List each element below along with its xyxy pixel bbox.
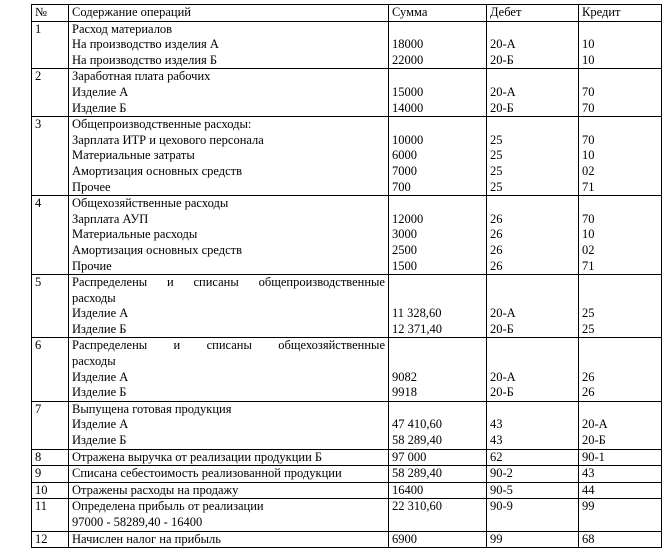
operation-description bbox=[69, 338, 389, 401]
sum-value: 3000 bbox=[392, 227, 417, 242]
row-number: 3 bbox=[32, 117, 69, 196]
operation-line: Отражены расходы на продажу bbox=[72, 482, 239, 497]
row-number: 6 bbox=[32, 338, 69, 401]
debit-account: 20-Б bbox=[490, 385, 514, 400]
sum-value: 22 310,60 bbox=[392, 499, 442, 514]
row-number: 2 bbox=[32, 69, 69, 117]
sum-value-cell bbox=[389, 338, 487, 401]
debit-account bbox=[490, 402, 575, 418]
operation-line: Прочие bbox=[72, 258, 112, 273]
operation-line: Общехозяйственные расходы bbox=[72, 196, 229, 211]
operation-line: Выпущена готовая продукция bbox=[72, 401, 232, 416]
table-row bbox=[32, 338, 662, 401]
debit-account: 25 bbox=[490, 132, 503, 147]
sum-value: 10000 bbox=[392, 132, 424, 147]
sum-value bbox=[392, 22, 483, 38]
operation-line: Зарплата ИТР и цехового персонала bbox=[72, 132, 264, 147]
debit-account: 25 bbox=[490, 179, 503, 194]
row-number: 5 bbox=[32, 275, 69, 338]
credit-account: 25 bbox=[582, 306, 595, 321]
credit-account: 90-1 bbox=[582, 449, 605, 464]
sum-value bbox=[392, 338, 483, 354]
credit-account-cell bbox=[579, 21, 662, 69]
credit-account bbox=[582, 275, 658, 291]
operation-line: Изделие А bbox=[72, 369, 129, 384]
credit-account: 68 bbox=[582, 531, 595, 546]
operation-line: Изделие Б bbox=[72, 321, 127, 336]
debit-account-cell bbox=[487, 499, 579, 531]
sum-value-cell bbox=[389, 531, 487, 548]
credit-account bbox=[582, 117, 658, 133]
debit-account: 43 bbox=[490, 417, 503, 432]
debit-account bbox=[490, 196, 575, 212]
credit-account: 26 bbox=[582, 369, 595, 384]
operation-line: Зарплата АУП bbox=[72, 211, 149, 226]
operation-line: Начислен налог на прибыль bbox=[72, 531, 221, 546]
table-row bbox=[32, 275, 662, 338]
operation-line: Амортизация основных средств bbox=[72, 163, 243, 178]
credit-account-cell bbox=[579, 482, 662, 499]
sum-value: 18000 bbox=[392, 37, 424, 52]
operation-description bbox=[69, 117, 389, 196]
debit-account-cell bbox=[487, 401, 579, 449]
credit-account: 70 bbox=[582, 211, 595, 226]
operation-line: Распределены и списаны общехозяйственные bbox=[72, 338, 385, 353]
credit-account bbox=[582, 354, 658, 370]
table-row bbox=[32, 449, 662, 466]
sum-value bbox=[392, 354, 483, 370]
table-body bbox=[32, 21, 662, 548]
row-number: 7 bbox=[32, 401, 69, 449]
operation-line: расходы bbox=[72, 354, 116, 369]
credit-account-cell bbox=[579, 401, 662, 449]
table-row bbox=[32, 196, 662, 275]
sum-value bbox=[392, 275, 483, 291]
row-number: 10 bbox=[32, 482, 69, 499]
debit-account: 20-А bbox=[490, 306, 516, 321]
debit-account: 26 bbox=[490, 227, 503, 242]
operation-description bbox=[69, 449, 389, 466]
operation-line: Материальные затраты bbox=[72, 148, 195, 163]
sum-value: 11 328,60 bbox=[392, 306, 442, 321]
sum-value: 6000 bbox=[392, 148, 417, 163]
header-row bbox=[32, 5, 662, 22]
operation-line: Списана себестоимость реализованной продукции bbox=[72, 466, 342, 481]
table-row bbox=[32, 69, 662, 117]
operation-line: Изделие А bbox=[72, 417, 129, 432]
operation-line: 97000 - 58289,40 - 16400 bbox=[72, 515, 203, 529]
operation-line: Изделие Б bbox=[72, 100, 127, 115]
debit-account: 20-А bbox=[490, 37, 516, 52]
debit-account: 20-Б bbox=[490, 52, 514, 67]
credit-account-cell bbox=[579, 466, 662, 483]
credit-account bbox=[582, 196, 658, 212]
header-credit: Кредит bbox=[579, 5, 662, 22]
operation-line: Изделие А bbox=[72, 306, 129, 321]
credit-account: 70 bbox=[582, 100, 595, 115]
debit-account: 90-5 bbox=[490, 482, 513, 497]
credit-account bbox=[582, 22, 658, 38]
sum-value: 6900 bbox=[392, 531, 417, 546]
sum-value: 9082 bbox=[392, 369, 417, 384]
table-row bbox=[32, 499, 662, 531]
debit-account: 20-Б bbox=[490, 321, 514, 336]
sum-value bbox=[392, 402, 483, 418]
debit-account-cell bbox=[487, 531, 579, 548]
header-sum: Сумма bbox=[389, 5, 487, 22]
debit-account: 26 bbox=[490, 242, 503, 257]
operation-description bbox=[69, 196, 389, 275]
credit-account bbox=[582, 338, 658, 354]
sum-value-cell bbox=[389, 499, 487, 531]
credit-account: 70 bbox=[582, 132, 595, 147]
debit-account bbox=[490, 117, 575, 133]
debit-account: 20-Б bbox=[490, 100, 514, 115]
operation-line: Изделие Б bbox=[72, 433, 127, 448]
operation-description bbox=[69, 69, 389, 117]
debit-account: 20-А bbox=[490, 369, 516, 384]
sum-value: 7000 bbox=[392, 163, 417, 178]
sum-value bbox=[392, 291, 483, 307]
debit-account bbox=[490, 338, 575, 354]
sum-value: 700 bbox=[392, 179, 411, 194]
table-row bbox=[32, 466, 662, 483]
credit-account: 10 bbox=[582, 52, 595, 67]
operation-description bbox=[69, 275, 389, 338]
credit-account: 02 bbox=[582, 163, 595, 178]
debit-account: 25 bbox=[490, 148, 503, 163]
debit-account bbox=[490, 291, 575, 307]
sum-value bbox=[392, 515, 483, 531]
debit-account-cell bbox=[487, 482, 579, 499]
debit-account-cell bbox=[487, 466, 579, 483]
debit-account-cell bbox=[487, 69, 579, 117]
credit-account: 99 bbox=[582, 499, 595, 514]
operation-description bbox=[69, 531, 389, 548]
debit-account: 26 bbox=[490, 211, 503, 226]
credit-account: 25 bbox=[582, 321, 595, 336]
operation-line: Общепроизводственные расходы: bbox=[72, 117, 252, 132]
debit-account: 25 bbox=[490, 163, 503, 178]
credit-account bbox=[582, 69, 658, 85]
credit-account: 26 bbox=[582, 385, 595, 400]
sum-value bbox=[392, 117, 483, 133]
credit-account bbox=[582, 515, 658, 531]
sum-value: 1500 bbox=[392, 258, 417, 273]
row-number: 11 bbox=[32, 499, 69, 531]
sum-value bbox=[392, 69, 483, 85]
sum-value-cell bbox=[389, 275, 487, 338]
row-number: 8 bbox=[32, 449, 69, 466]
operation-line: На производство изделия А bbox=[72, 37, 219, 52]
header-number: № bbox=[32, 5, 69, 22]
sum-value: 9918 bbox=[392, 385, 417, 400]
credit-account bbox=[582, 291, 658, 307]
header-description: Содержание операций bbox=[69, 5, 389, 22]
credit-account: 10 bbox=[582, 148, 595, 163]
debit-account: 62 bbox=[490, 449, 503, 464]
sum-value-cell bbox=[389, 69, 487, 117]
operations-table bbox=[31, 4, 662, 548]
credit-account: 71 bbox=[582, 258, 595, 273]
table-row bbox=[32, 482, 662, 499]
credit-account-cell bbox=[579, 499, 662, 531]
sum-value: 12000 bbox=[392, 211, 424, 226]
credit-account: 10 bbox=[582, 37, 595, 52]
debit-account: 26 bbox=[490, 258, 503, 273]
operation-line: Амортизация основных средств bbox=[72, 242, 243, 257]
debit-account-cell bbox=[487, 21, 579, 69]
credit-account: 44 bbox=[582, 482, 595, 497]
operation-description bbox=[69, 482, 389, 499]
operation-line: Определена прибыль от реализации bbox=[72, 499, 264, 514]
sum-value: 16400 bbox=[392, 482, 424, 497]
credit-account-cell bbox=[579, 196, 662, 275]
credit-account-cell bbox=[579, 69, 662, 117]
sum-value bbox=[392, 196, 483, 212]
operation-description bbox=[69, 466, 389, 483]
table-row bbox=[32, 531, 662, 548]
credit-account: 71 bbox=[582, 179, 595, 194]
operation-line: Отражена выручка от реализации продукции Б bbox=[72, 449, 323, 464]
operation-line: На производство изделия Б bbox=[72, 52, 218, 67]
header-debit: Дебет bbox=[487, 5, 579, 22]
sum-value: 12 371,40 bbox=[392, 321, 442, 336]
sum-value: 14000 bbox=[392, 100, 424, 115]
debit-account bbox=[490, 22, 575, 38]
debit-account-cell bbox=[487, 196, 579, 275]
operation-line: Изделие А bbox=[72, 84, 129, 99]
debit-account-cell bbox=[487, 275, 579, 338]
operation-line: Заработная плата рабочих bbox=[72, 69, 211, 84]
sum-value-cell bbox=[389, 466, 487, 483]
debit-account bbox=[490, 69, 575, 85]
operation-description bbox=[69, 21, 389, 69]
debit-account bbox=[490, 275, 575, 291]
operation-description bbox=[69, 401, 389, 449]
row-number: 9 bbox=[32, 466, 69, 483]
sum-value-cell bbox=[389, 401, 487, 449]
sum-value: 15000 bbox=[392, 84, 424, 99]
sum-value-cell bbox=[389, 117, 487, 196]
sum-value-cell bbox=[389, 21, 487, 69]
credit-account: 20-А bbox=[582, 417, 608, 432]
debit-account-cell bbox=[487, 338, 579, 401]
credit-account: 20-Б bbox=[582, 433, 606, 448]
operation-line: Материальные расходы bbox=[72, 227, 198, 242]
debit-account bbox=[490, 354, 575, 370]
sum-value-cell bbox=[389, 196, 487, 275]
debit-account: 90-9 bbox=[490, 499, 513, 514]
sum-value: 97 000 bbox=[392, 449, 427, 464]
table-row bbox=[32, 117, 662, 196]
debit-account: 20-А bbox=[490, 84, 516, 99]
credit-account-cell bbox=[579, 338, 662, 401]
debit-account: 43 bbox=[490, 433, 503, 448]
credit-account: 02 bbox=[582, 242, 595, 257]
credit-account-cell bbox=[579, 531, 662, 548]
debit-account: 99 bbox=[490, 531, 503, 546]
operation-description bbox=[69, 499, 389, 531]
sum-value-cell bbox=[389, 482, 487, 499]
credit-account-cell bbox=[579, 449, 662, 466]
credit-account bbox=[582, 402, 658, 418]
operation-line: Прочее bbox=[72, 179, 111, 194]
credit-account: 70 bbox=[582, 84, 595, 99]
sum-value: 22000 bbox=[392, 52, 424, 67]
debit-account-cell bbox=[487, 117, 579, 196]
sum-value: 47 410,60 bbox=[392, 417, 442, 432]
debit-account-cell bbox=[487, 449, 579, 466]
table-row bbox=[32, 21, 662, 69]
debit-account: 90-2 bbox=[490, 466, 513, 481]
operation-line: Распределены и списаны общепроизводственные bbox=[72, 275, 385, 290]
credit-account-cell bbox=[579, 275, 662, 338]
operation-line: Расход материалов bbox=[72, 21, 173, 36]
debit-account bbox=[490, 515, 575, 531]
credit-account-cell bbox=[579, 117, 662, 196]
sum-value: 58 289,40 bbox=[392, 466, 442, 481]
sum-value: 58 289,40 bbox=[392, 433, 442, 448]
operation-line: Изделие Б bbox=[72, 385, 127, 400]
row-number: 4 bbox=[32, 196, 69, 275]
credit-account: 10 bbox=[582, 227, 595, 242]
operation-line: расходы bbox=[72, 290, 116, 305]
table-row bbox=[32, 401, 662, 449]
credit-account: 43 bbox=[582, 466, 595, 481]
sum-value-cell bbox=[389, 449, 487, 466]
row-number: 12 bbox=[32, 531, 69, 548]
row-number: 1 bbox=[32, 21, 69, 69]
sum-value: 2500 bbox=[392, 242, 417, 257]
